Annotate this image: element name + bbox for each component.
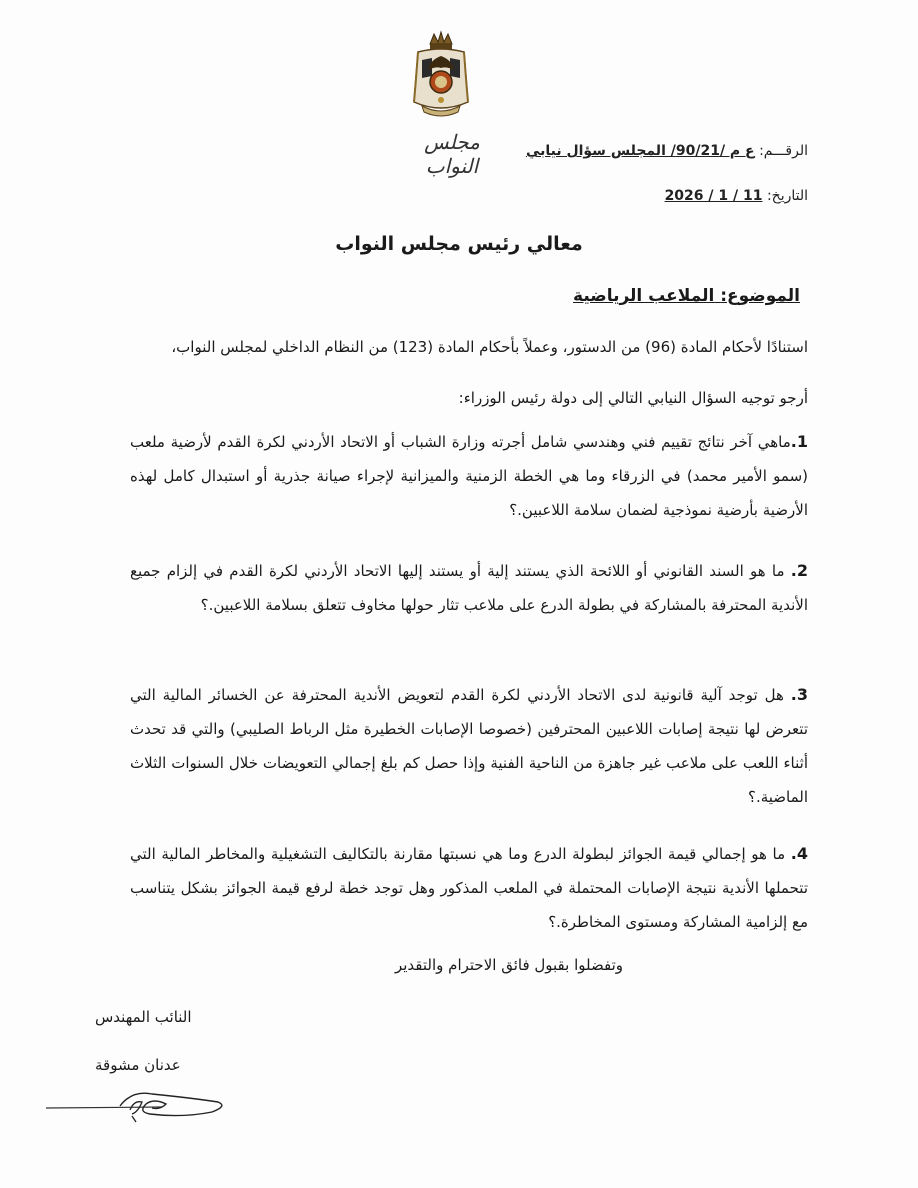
date-label: التاريخ: — [766, 188, 808, 204]
reference-label: الرقـــم: — [759, 143, 808, 159]
signatory-title: النائب المهندس — [95, 1008, 192, 1026]
subject-label: الموضوع: — [720, 286, 800, 306]
question-item — [130, 678, 808, 814]
question-number: 3. — [790, 685, 808, 704]
handwritten-signature — [42, 1080, 232, 1130]
subject-line — [573, 286, 800, 306]
question-number: 4. — [790, 844, 808, 863]
question-number: 1. — [790, 432, 808, 451]
question-item — [130, 425, 808, 527]
reference-value: ع م /90/21/ المجلس سؤال نيابي — [525, 143, 755, 159]
request-paragraph: أرجو توجيه السؤال النيابي التالي إلى دولة رئيس الوزراء: — [458, 389, 808, 407]
reference-number — [526, 143, 808, 159]
council-logo — [404, 130, 500, 176]
closing-text: وتفضلوا بقبول فائق الاحترام والتقدير — [394, 956, 623, 974]
question-text: ما هو إجمالي قيمة الجوائز لبطولة الدرع وما هي نسبتها مقارنة بالتكاليف التشغيلية والمخاطر المالية التي تتحملها الأندية نتيجة الإصابات المحتملة في الملعب المذكور وهل توجد خطة لرفع قيمة الجوائز بشكل يتناسب مع إلزامية المشاركة ومستوى المخاطرة.؟ — [130, 845, 808, 931]
national-emblem-icon — [408, 30, 474, 122]
date-value: 2026 / 1 / 11 — [664, 188, 763, 204]
question-item — [130, 554, 808, 622]
closing-line — [0, 956, 918, 974]
intro-paragraph: استنادًا لأحكام المادة (96) من الدستور، وعملاً بأحكام المادة (123) من النظام الداخلي لمجلس النواب، — [171, 338, 808, 356]
addressee-heading — [0, 233, 918, 255]
subject-text: الملاعب الرياضية — [573, 286, 715, 306]
question-text: ماهي آخر نتائج تقييم فني وهندسي شامل أجرته وزارة الشباب أو الاتحاد الأردني لكرة القدم لأرضية ملعب (سمو الأمير محمد) في الزرقاء وما هي الخطة الزمنية والميزانية لإجراء صيانة جذرية أو استبدال كامل لهذه الأرضية بأرضية نموذجية لضمان سلامة اللاعبين.؟ — [130, 433, 808, 519]
addressee-text: معالي رئيس مجلس النواب — [335, 233, 583, 255]
signatory-name: عدنان مشوقة — [95, 1056, 181, 1074]
council-name-text: مجلس النواب — [424, 130, 480, 178]
question-text: ما هو السند القانوني أو اللائحة الذي يستند إلية أو يستند إليها الاتحاد الأردني لكرة القدم في إلزام جميع الأندية المحترفة بالمشاركة في بطولة الدرع على ملاعب تثار حولها مخاوف تتعلق بسلامة اللاعبين.؟ — [130, 562, 808, 614]
letter-date — [665, 188, 808, 204]
question-item — [130, 837, 808, 939]
question-text: هل توجد آلية قانونية لدى الاتحاد الأردني لكرة القدم لتعويض الأندية المحترفة عن الخسائر المالية التي تتعرض لها نتيجة إصابات اللاعبين المحترفين (خصوصا الإصابات الخطيرة مثل الرباط الصليبي) والتي قد تحدث أثناء اللعب على ملاعب غير جاهزة من الناحية الفنية وإذا حصل كم بلغ إجمالي التعويضات خلال السنوات الثلاث الماضية.؟ — [130, 686, 808, 806]
question-number: 2. — [790, 561, 808, 580]
